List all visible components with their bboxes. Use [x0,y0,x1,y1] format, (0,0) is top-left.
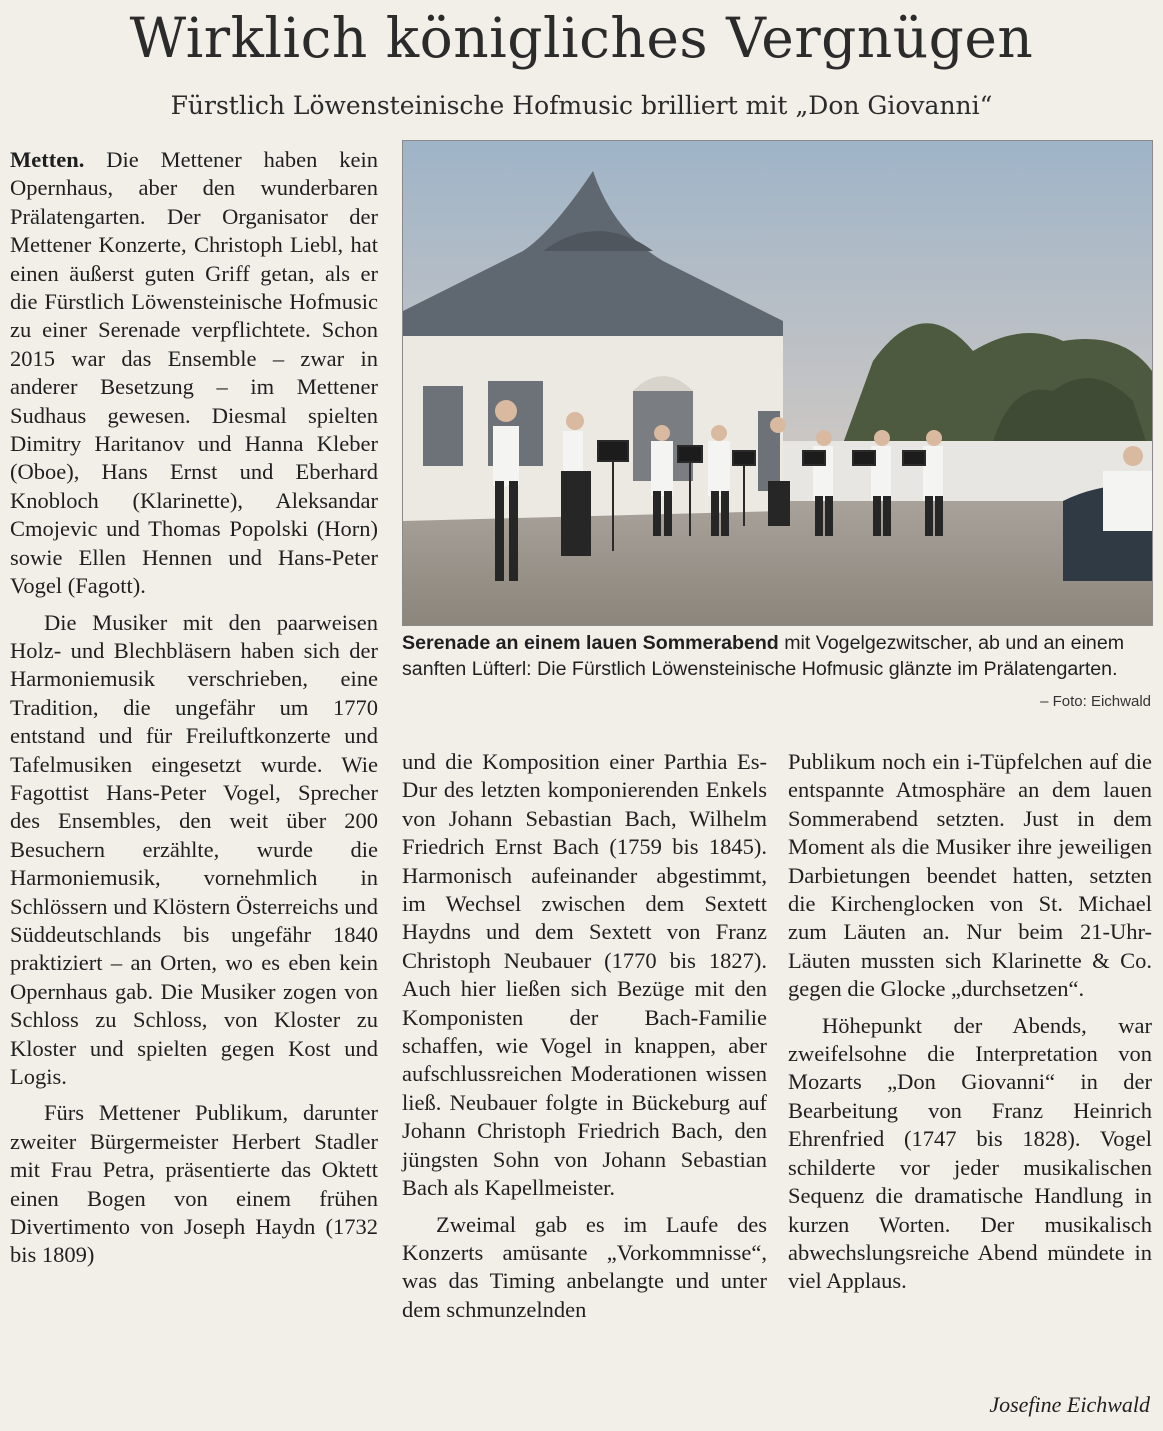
paragraph-7: Höhepunkt der Abends, war zweifelsohne die Interpretation von Mozarts „Don Giovanni“ in der Bearbeitung von Franz Heinrich Ehrenfried (1747 bis 1828). Vogel schilderte vor jeder musikalischen Sequenz die dramatische Handlung in kurzen Worten. Der musikalisch abwechslungsreiche Abend mündete in viel Applaus. [788,1012,1152,1294]
concert-photo-illustration [403,141,1152,625]
paragraph-4: und die Komposition einer Parthia Es-Dur des letzten komponierenden Enkels von Johann Sebastian Bach, Wilhelm Friedrich Ernst Bach (1759 bis 1845). Harmonisch aufeinander abgestimmt, im Wechsel zwischen dem Sextett Haydns und dem Sextett von Franz Christoph Neubauer (1770 bis 1827). Auch hier ließen sich Bezüge mit den Komponisten der Bach-Familie schaffen, wie Vogel in knappen, aber aufschlussreichen Moderationen wissen ließ. Neubauer folgte in Bückeburg auf Johann Christoph Friedrich Bach, den jüngsten Sohn von Johann Sebastian Bach als Kapellmeister. [402,749,767,1201]
caption-text: mit Vogelgezwitscher, ab und an einem sanften Lüfterl: Die Fürstlich Löwensteinische Hofmusic glänzte im Prälatengarten. [402,632,1125,680]
dateline: Metten. [10,147,85,172]
paragraph-1-text: Die Mettener haben kein Opernhaus, aber den wunderbaren Prälatengarten. Der Organisator der Mettener Konzerte, Christoph Liebl, hat einen äußerst guten Griff getan, als er die Fürstlich Löwensteinische Hofmusic zu einer Serenade verpflichtete. Schon 2015 war das Ensemble – zwar in anderer Besetzung – im Mettener Sudhaus gewesen. Diesmal spielten Dimitry Haritanov und Hanna Kleber (Oboe), Hans Ernst und Eberhard Knobloch (Klarinette), Aleksandar Cmojevic und Thomas Popolski (Horn) sowie Ellen Hennen und Hans-Peter Vogel (Fagott). [10,147,378,599]
paragraph-2: Die Musiker mit den paarweisen Holz- und Blechbläsern haben sich der Harmoniemusik verschrieben, eine Tradition, die ungefähr um 1770 entstand und für Freiluftkonzerte und Tafelmusiken eingesetzt wurde. Wie Fagottist Hans-Peter Vogel, Sprecher des Ensembles, den weit über 200 Besuchern erzählte, wurde die Harmoniemusik, vornehmlich in Schlössern und Klöstern Österreichs und Süddeutschlands bis ungefähr 1840 praktiziert – an Orten, wo es eben kein Opernhaus gab. Die Musiker zogen von Schloss zu Schloss, von Kloster zu Kloster und spielten gegen Kost und Logis. [10,609,378,1089]
paragraph-3: Fürs Mettener Publikum, darunter zweiter Bürgermeister Herbert Stadler mit Frau Petra, präsentierte das Oktett einen Bogen von einem frühen Divertimento von Joseph Haydn (1732 bis 1809) [10,1100,378,1268]
concert-photo [402,140,1153,626]
headline: Wirklich königliches Vergnügen [129,6,1034,70]
subheadline: Fürstlich Löwensteinische Hofmusic brilliert mit „Don Giovanni“ [170,91,993,120]
author-byline: Josefine Eichwald [989,1392,1150,1417]
paragraph-5: Zweimal gab es im Laufe des Konzerts amüsante „Vorkommnisse“, was das Timing anbelangte und unter dem schmunzelnden [402,1211,767,1322]
photo-caption [402,630,1150,682]
article-column-3 [788,748,1152,1296]
caption-lead: Serenade an einem lauen Sommerabend [402,632,779,654]
paragraph-6: Publikum noch ein i-Tüpfelchen auf die entspannte Atmosphäre an dem lauen Sommerabend setzten. Just in dem Moment als die Musiker ihre jeweiligen Darbietungen beendet hatten, setzten die Kirchenglocken von St. Michael zum Läuten an. Nur beim 21-Uhr-Läuten mussten sich Klarinette & Co. gegen die Glocke „durchsetzen“. [788,749,1152,1002]
article-column-1 [10,146,378,1270]
photo-credit: – Foto: Eichwald [1040,693,1151,710]
article-column-2 [402,748,767,1324]
paragraph-1 [10,146,378,601]
